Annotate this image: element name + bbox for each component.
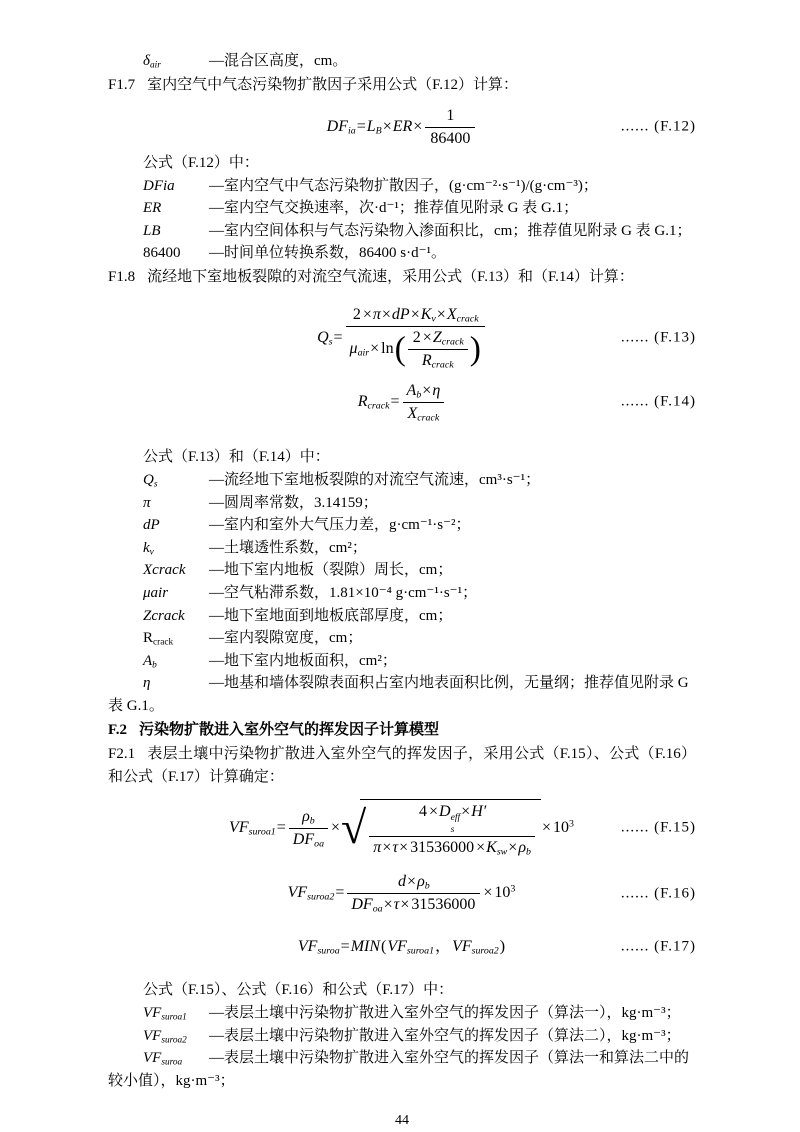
subscript: v xyxy=(149,547,154,558)
formula-body xyxy=(358,381,447,424)
math-variable: $VF_{suroa2}$ xyxy=(452,938,499,957)
subscript: suroa1 xyxy=(248,826,276,838)
math-operator: 4 xyxy=(418,802,427,820)
definition-symbol: $VF_{suroa2}$ xyxy=(143,1027,187,1046)
math-operator: × xyxy=(407,873,417,891)
numerator xyxy=(289,807,328,829)
math-operator: ) xyxy=(499,938,506,956)
math-variable: $\rho_b$ xyxy=(417,873,430,892)
definition-text: —室内裂隙宽度，cm； xyxy=(209,630,363,647)
definition-symbol: Zcrack xyxy=(143,607,185,624)
definitions-intro: 公式（F.15）、公式（F.16）和公式（F.17）中： xyxy=(143,982,454,999)
math-variable: $X_{crack}$ xyxy=(407,404,440,424)
subscript: sw xyxy=(496,846,508,858)
subscript: s xyxy=(328,336,333,348)
denominator xyxy=(347,894,480,915)
math-variable: $K_{sw}$ xyxy=(486,839,508,858)
math-variable: $L_B$ xyxy=(366,117,382,137)
definition-list-intro xyxy=(108,50,696,73)
math-operator: 1 xyxy=(446,106,455,124)
math-variable: $VF_{suroa1}$ xyxy=(387,938,435,957)
definition-symbol: $VF_{suroa1}$ xyxy=(143,1005,187,1023)
numerator xyxy=(369,802,535,838)
math-operator: 86400 xyxy=(430,129,471,147)
math-variable: $Z_{crack}$ xyxy=(432,328,464,348)
clause-f1-8 xyxy=(108,266,696,289)
math-operator: = xyxy=(333,328,343,346)
math-operator: × xyxy=(382,839,392,857)
fraction xyxy=(403,381,445,424)
definition-symbol: LB xyxy=(143,222,161,239)
math-operator: ( xyxy=(394,330,406,368)
definition-symbol: $Q_s$ xyxy=(143,471,158,490)
clause-number: F1.8 xyxy=(108,268,136,285)
definition-item xyxy=(108,1002,696,1025)
subscript: crack xyxy=(153,637,174,648)
math-operator: = xyxy=(340,938,350,956)
math-operator: × xyxy=(422,381,432,399)
definition-symbol: $R_{crack}$ xyxy=(143,630,174,648)
math-variable: $\rho_b$ xyxy=(518,839,531,858)
math-operator: × xyxy=(331,819,341,837)
definition-item xyxy=(108,1025,696,1048)
math-operator: × xyxy=(483,884,493,902)
definition-text: —地下室地面到地板底部厚度，cm； xyxy=(209,607,453,624)
subscript: crack xyxy=(417,412,440,424)
definition-text: —表层土壤中污染物扩散进入室外空气的挥发因子（算法一和算法二中的较小值），kg·m⁻³； xyxy=(108,1050,690,1090)
definition-item xyxy=(108,514,696,537)
subscript: suroa2 xyxy=(307,891,335,903)
equation-label: ...... (F.14) xyxy=(620,394,696,411)
fraction xyxy=(346,305,485,371)
definition-text: —时间单位转换系数，86400 s·d⁻¹。 xyxy=(209,245,446,262)
math-operator: ) xyxy=(469,330,481,368)
definition-text: —室内和室外大气压力差，g·cm⁻¹·s⁻²； xyxy=(209,517,471,534)
math-variable: π xyxy=(372,305,381,323)
equation-label: ...... (F.15) xyxy=(620,820,696,837)
equation-label: ...... (F.17) xyxy=(620,938,696,955)
math-operator: 31536000 xyxy=(410,839,475,857)
math-operator: = xyxy=(390,393,400,411)
definition-text: —地下室内地板面积，cm²； xyxy=(209,652,397,669)
math-variable: $A_b$ xyxy=(406,381,422,401)
math-operator: $10^3$ xyxy=(494,884,516,902)
formula-f14 xyxy=(108,381,696,424)
denominator xyxy=(408,350,468,371)
clause-f2-1 xyxy=(108,743,696,789)
math-operator: = xyxy=(335,884,345,902)
math-variable: D eff s xyxy=(439,802,461,835)
math-variable: $\mu_{air}$ xyxy=(349,340,370,359)
superscript: eff xyxy=(450,812,461,824)
formula-body xyxy=(317,305,487,371)
math-variable: $VF_{suroa2}$ xyxy=(287,884,335,903)
subscript: v xyxy=(431,313,436,325)
math-operator: × xyxy=(428,802,439,820)
definition-list-f12 xyxy=(108,175,696,265)
subscript: suroa2 xyxy=(471,945,499,957)
fraction xyxy=(425,106,475,149)
subscript: air xyxy=(357,347,370,359)
subscript: b xyxy=(526,846,531,858)
definition-item xyxy=(108,650,696,673)
subscript: crack xyxy=(431,359,454,371)
subscript: ia xyxy=(348,125,356,137)
definition-text: —流经地下室地板裂隙的对流空气流速，cm³·s⁻¹； xyxy=(209,471,541,488)
definitions-intro: 公式（F.13）和（F.14）中： xyxy=(143,448,330,465)
math-variable: H′ xyxy=(471,802,487,820)
math-operator: × xyxy=(381,305,391,323)
definition-item xyxy=(108,672,696,717)
definition-item xyxy=(108,492,696,515)
clause-number: F2.1 xyxy=(108,745,136,762)
definition-item xyxy=(108,537,696,560)
math-variable: τ xyxy=(392,839,399,857)
math-operator: = xyxy=(276,819,286,837)
definition-text: —室内空间体积与气态污染物入渗面积比，cm；推荐值见附录 G 表 G.1； xyxy=(209,222,692,239)
definition-text: —土壤透性系数，cm²； xyxy=(209,539,367,556)
definition-text: —地基和墙体裂隙表面积占室内地表面积比例，无量纲；推荐值见附录 G 表 G.1。 xyxy=(108,675,689,714)
math-variable: $K_v$ xyxy=(420,305,436,325)
definition-item xyxy=(108,582,696,605)
math-variable: d xyxy=(398,873,407,891)
math-variable: $Q_s$ xyxy=(317,328,333,348)
subscript: s xyxy=(450,823,455,835)
section-heading-f2 xyxy=(108,719,696,742)
numerator xyxy=(408,328,468,350)
definition-item xyxy=(108,197,696,220)
subscript: b xyxy=(152,660,157,671)
math-variable: τ xyxy=(393,896,400,914)
math-operator: × xyxy=(436,305,446,323)
definition-text: —室内空气交换速率，次·d⁻¹；推荐值见附录 G 表 G.1； xyxy=(209,200,579,217)
definition-symbol: 86400 xyxy=(143,245,181,262)
subscript: crack xyxy=(456,313,479,325)
math-variable: $R_{crack}$ xyxy=(421,351,454,371)
math-variable: dP xyxy=(391,305,410,323)
subscript: crack xyxy=(441,336,464,348)
math-operator: × xyxy=(508,839,518,857)
math-variable: ER xyxy=(392,117,413,135)
clause-text: 流经地下室地板裂隙的对流空气流速，采用公式（F.13）和（F.14）计算： xyxy=(147,268,634,285)
definition-item xyxy=(108,242,696,265)
subscript: B xyxy=(375,125,382,137)
sup-sub-stack xyxy=(451,812,461,835)
math-operator: × xyxy=(422,328,432,346)
math-operator: × xyxy=(410,305,420,323)
subscript: b xyxy=(416,389,422,401)
definition-text: —圆周率常数，3.14159； xyxy=(209,494,378,511)
math-variable: $R_{crack}$ xyxy=(357,393,390,412)
math-variable: $DF_{oa}$ xyxy=(292,830,325,850)
formula-body xyxy=(327,106,478,149)
math-operator: ln xyxy=(381,340,394,358)
definition-item xyxy=(108,605,696,628)
definition-symbol: π xyxy=(143,494,151,511)
definition-text: —地下室内地板（裂隙）周长，cm； xyxy=(209,562,453,579)
math-variable: $\rho_b$ xyxy=(302,807,315,827)
subscript: oa xyxy=(372,903,383,915)
definition-symbol: $VF_{suroa}$ xyxy=(143,1050,183,1068)
math-variable: η xyxy=(432,381,441,399)
subscript: suroa1 xyxy=(161,1012,187,1023)
math-operator: 2 xyxy=(412,328,421,346)
definition-list-f13-f14 xyxy=(108,469,696,718)
definition-symbol: Xcrack xyxy=(143,562,186,579)
radicand xyxy=(360,799,541,859)
math-operator: × xyxy=(382,117,392,135)
definition-text: —空气粘滞系数，1.81×10⁻⁴ g·cm⁻¹·s⁻¹； xyxy=(209,584,478,601)
math-variable: $X_{crack}$ xyxy=(446,305,479,325)
definition-symbol: dP xyxy=(143,517,160,534)
subscript: crack xyxy=(367,400,390,412)
math-operator: × xyxy=(400,896,410,914)
fraction xyxy=(369,802,535,859)
superscript: 3 xyxy=(510,884,516,896)
subscript: air xyxy=(149,60,161,71)
subscript: oa xyxy=(314,838,325,850)
definition-item xyxy=(108,469,696,492)
math-variable: π xyxy=(373,839,382,857)
denominator xyxy=(369,837,535,858)
numerator xyxy=(425,106,475,128)
math-operator: = xyxy=(356,117,366,135)
clause-text: 室内空气中气态污染物扩散因子采用公式（F.12）计算： xyxy=(147,76,518,93)
math-variable: $DF_{ia}$ xyxy=(326,117,356,137)
definition-item xyxy=(108,559,696,582)
definitions-intro: 公式（F.12）中： xyxy=(143,154,259,171)
numerator xyxy=(403,381,445,403)
numerator xyxy=(346,305,485,327)
math-operator: × xyxy=(362,305,372,323)
equation-label: ...... (F.13) xyxy=(620,329,696,346)
denominator xyxy=(403,403,445,424)
denominator xyxy=(346,327,485,371)
subscript: s xyxy=(153,479,158,490)
math-variable: $DF_{oa}$ xyxy=(351,896,383,915)
formula-f12 xyxy=(108,106,696,149)
math-operator: ( xyxy=(381,938,387,956)
formula-f15 xyxy=(108,799,696,859)
subscript: suroa1 xyxy=(406,945,435,957)
formula-f13 xyxy=(108,305,696,371)
definition-symbol: $A_b$ xyxy=(143,652,157,671)
definition-symbol: ER xyxy=(143,200,162,217)
math-variable: $VF_{suroa1}$ xyxy=(229,819,276,838)
fraction xyxy=(408,328,468,371)
math-operator: $10^3$ xyxy=(552,818,574,837)
definition-text: —表层土壤中污染物扩散进入室外空气的挥发因子（算法一），kg·m⁻³； xyxy=(209,1005,681,1022)
math-operator: × xyxy=(541,819,551,837)
subscript: b xyxy=(309,815,315,827)
clause-number: F1.7 xyxy=(108,76,136,93)
definition-text: —室内空气中气态污染物扩散因子，(g·cm⁻²·s⁻¹)/(g·cm⁻³)； xyxy=(209,177,598,194)
clause-f1-7 xyxy=(108,74,696,97)
definition-item xyxy=(108,627,696,650)
numerator xyxy=(347,872,480,894)
formula-body xyxy=(288,872,517,915)
subscript: suroa xyxy=(317,945,340,957)
superscript: 3 xyxy=(568,818,574,830)
denominator xyxy=(425,128,475,149)
fraction xyxy=(289,807,328,850)
definition-item xyxy=(108,50,696,73)
definition-symbol: $k_v$ xyxy=(143,539,154,558)
clause-text: 表层土壤中污染物扩散进入室外空气的挥发因子，采用公式（F.15）、公式（F.16）和公式（F.17）计算确定： xyxy=(108,745,696,785)
definition-list-f15-f17 xyxy=(108,1002,696,1092)
equation-label: ...... (F.12) xyxy=(620,118,696,135)
definition-symbol: DFia xyxy=(143,177,175,194)
math-operator: × xyxy=(461,802,471,820)
fraction xyxy=(347,872,480,915)
math-operator: × xyxy=(399,839,409,857)
subscript: b xyxy=(424,880,430,892)
subscript: suroa xyxy=(161,1057,183,1068)
math-variable: MIN xyxy=(350,938,381,956)
subscript: suroa2 xyxy=(161,1035,187,1046)
definition-symbol: μair xyxy=(143,584,169,601)
denominator xyxy=(289,829,328,850)
definition-symbol: $\delta_{air}$ xyxy=(143,53,161,71)
math-operator: 31536000 xyxy=(411,896,476,914)
definition-item xyxy=(108,220,696,243)
math-operator: ， xyxy=(435,938,452,956)
page-number: 44 xyxy=(395,1112,409,1128)
formula-body xyxy=(229,799,575,859)
square-root: √ 4 ×D eff s ×H′ $\pi\times\tau\times 31536000 \times K_{sw}\times\rho_b$ xyxy=(341,799,541,859)
definition-symbol: η xyxy=(143,675,151,692)
math-operator: × xyxy=(476,839,486,857)
math-operator: × xyxy=(370,340,380,358)
section-number: F.2 xyxy=(108,721,128,738)
math-variable: $VF_{suroa}$ xyxy=(297,938,340,957)
definition-text: —表层土壤中污染物扩散进入室外空气的挥发因子（算法二），kg·m⁻³； xyxy=(209,1027,681,1044)
equation-label: ...... (F.16) xyxy=(620,885,696,902)
formula-f16 xyxy=(108,872,696,915)
definition-item xyxy=(108,1047,696,1092)
math-operator: × xyxy=(413,117,423,135)
definition-text: —混合区高度，cm。 xyxy=(209,53,348,69)
math-operator: 2 xyxy=(352,305,361,323)
definition-item xyxy=(108,175,696,198)
math-operator: × xyxy=(383,896,393,914)
section-title: 污染物扩散进入室外空气的挥发因子计算模型 xyxy=(139,721,440,738)
formula-body xyxy=(298,937,506,957)
formula-f17 xyxy=(108,937,696,957)
